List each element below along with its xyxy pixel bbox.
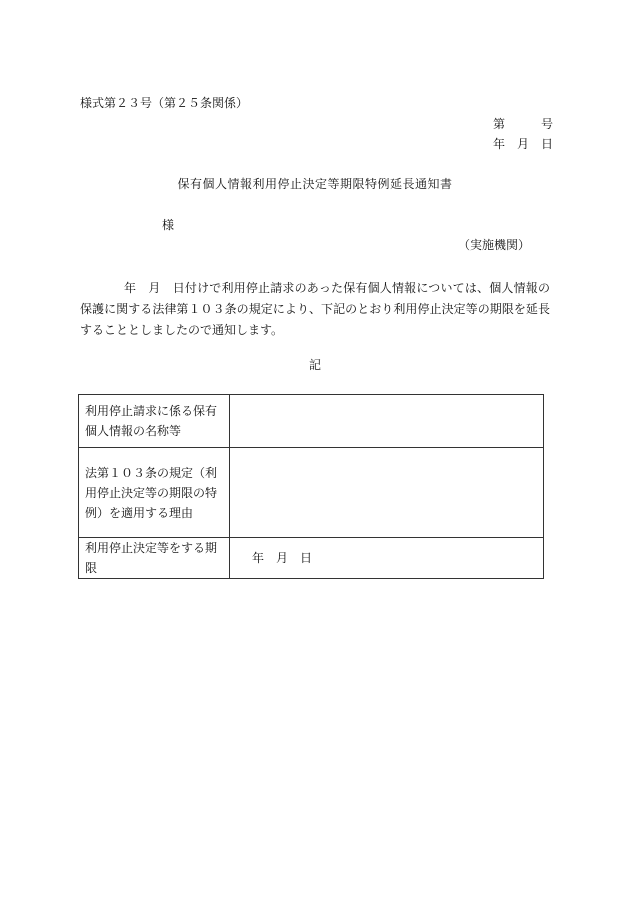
form-number: 様式第２３号（第２５条関係）	[80, 96, 249, 110]
table-row	[79, 448, 544, 538]
row-value	[230, 448, 544, 538]
table-row	[79, 538, 544, 579]
info-table	[78, 394, 544, 579]
addressee: 様	[162, 218, 175, 232]
body-paragraph: 年 月 日付けで利用停止請求のあった保有個人情報については、個人情報の保護に関する法律第１０３条の規定により、下記のとおり利用停止決定等の期限を延長することとしましたので通知します。	[80, 281, 550, 337]
row-label: 利用停止決定等をする期限	[79, 538, 230, 579]
row-value-deadline: 年 月 日	[230, 538, 544, 579]
row-label: 利用停止請求に係る保有個人情報の名称等	[79, 395, 230, 448]
issuer: （実施機関）	[458, 238, 531, 252]
document-title: 保有個人情報利用停止決定等期限特例延長通知書	[177, 177, 453, 191]
document-number: 第 号	[493, 117, 554, 131]
table-row	[79, 395, 544, 448]
ki-heading: 記	[308, 358, 321, 372]
document-date: 年 月 日	[493, 137, 554, 151]
row-value	[230, 395, 544, 448]
row-label: 法第１０３条の規定（利用停止決定等の期限の特例）を適用する理由	[79, 448, 230, 538]
